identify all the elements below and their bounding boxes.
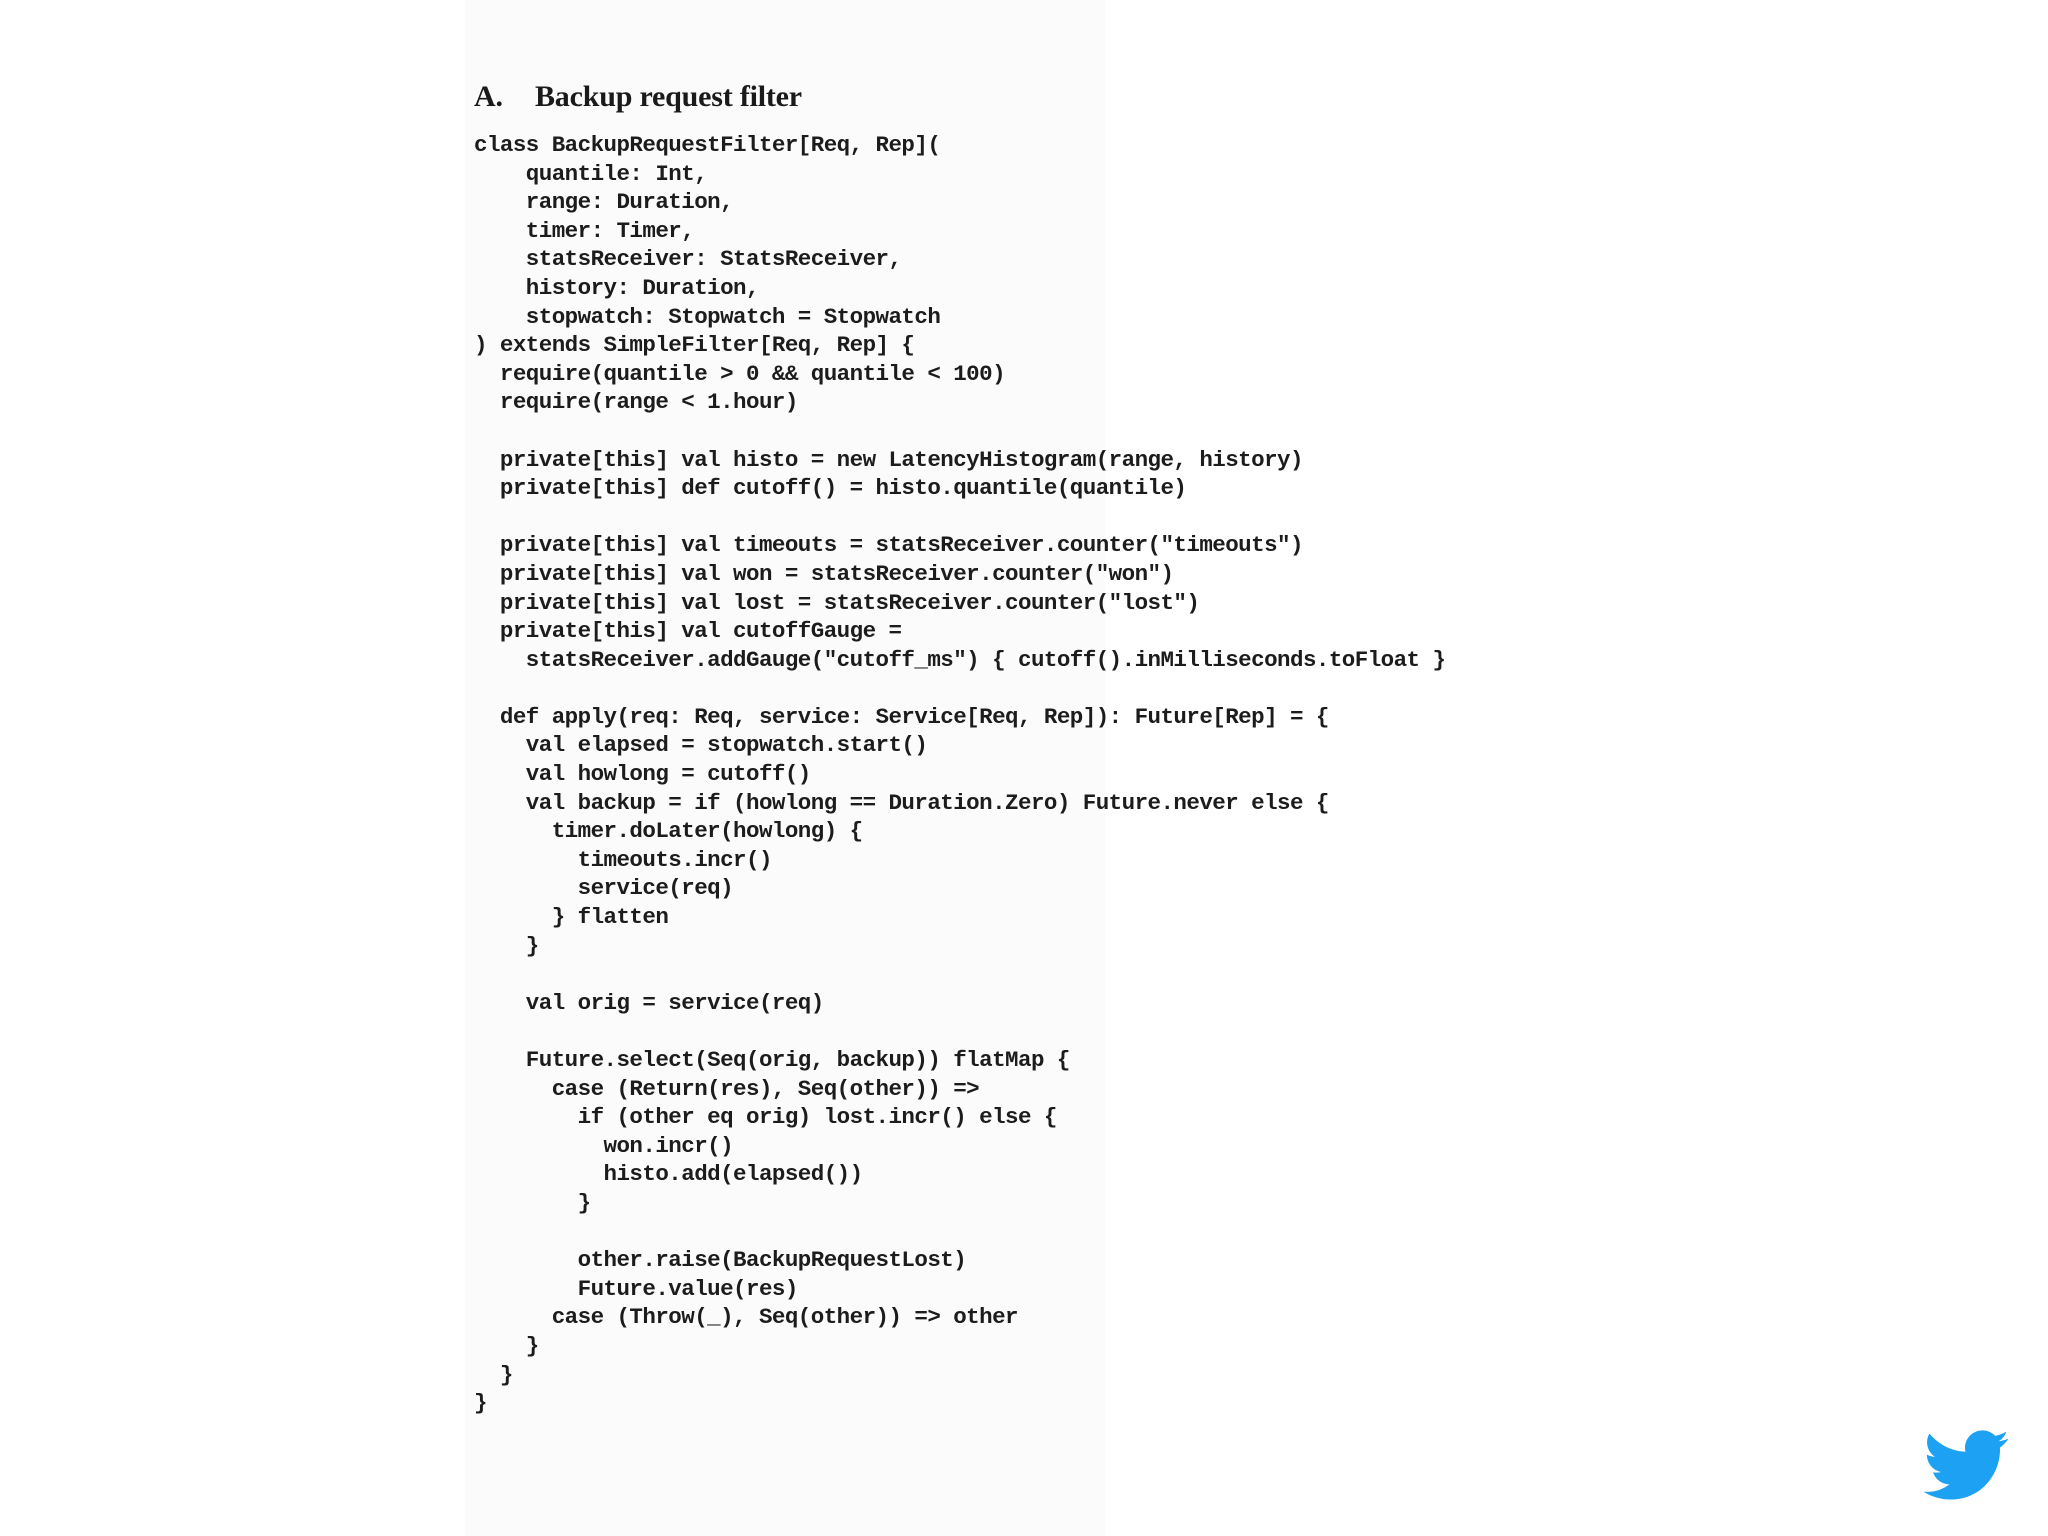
code-line: stopwatch: Stopwatch = Stopwatch — [474, 303, 941, 330]
code-line: private[this] def cutoff() = histo.quantile(quantile) — [474, 475, 1187, 502]
code-line: won.incr() — [474, 1132, 734, 1159]
code-line — [474, 417, 1445, 446]
code-line: val howlong = cutoff() — [474, 761, 811, 788]
section-number: A. — [474, 80, 503, 113]
code-line — [474, 1218, 1445, 1247]
code-line: case (Return(res), Seq(other)) => — [474, 1075, 980, 1102]
code-listing — [474, 131, 1445, 1418]
twitter-bird-icon — [1914, 1420, 2016, 1510]
code-line: service(req) — [474, 875, 734, 902]
code-line: val orig = service(req) — [474, 989, 824, 1016]
code-line: private[this] val histo = new LatencyHistogram(range, history) — [474, 446, 1303, 473]
code-line — [474, 1017, 1445, 1046]
code-line: Future.select(Seq(orig, backup)) flatMap { — [474, 1047, 1070, 1073]
code-line: timeouts.incr() — [474, 846, 772, 873]
code-line: } flatten — [474, 904, 669, 931]
code-line: } — [474, 1361, 513, 1388]
code-line: require(range < 1.hour) — [474, 389, 798, 416]
code-line: class BackupRequestFilter[Req, Rep]( — [474, 132, 941, 158]
code-line: histo.add(elapsed()) — [474, 1161, 863, 1188]
code-line: ) extends SimpleFilter[Req, Rep] { — [474, 332, 915, 359]
code-line: quantile: Int, — [474, 160, 708, 187]
code-line: history: Duration, — [474, 274, 759, 301]
code-line: val backup = if (howlong == Duration.Zero) Future.never else { — [474, 789, 1329, 816]
code-line: private[this] val cutoffGauge = — [474, 618, 902, 645]
code-line: case (Throw(_), Seq(other)) => other — [474, 1304, 1018, 1331]
section-heading — [474, 80, 802, 114]
code-line — [474, 960, 1445, 989]
code-line: range: Duration, — [474, 189, 734, 216]
code-line: } — [474, 1189, 591, 1216]
code-line: } — [474, 1332, 539, 1359]
code-line: } — [474, 1390, 487, 1417]
code-line: if (other eq orig) lost.incr() else { — [474, 1104, 1057, 1131]
code-line: private[this] val timeouts = statsReceiver.counter("timeouts") — [474, 532, 1303, 559]
code-line: private[this] val won = statsReceiver.counter("won") — [474, 560, 1174, 587]
code-line: other.raise(BackupRequestLost) — [474, 1247, 967, 1274]
code-line: require(quantile > 0 && quantile < 100) — [474, 360, 1006, 387]
code-line: statsReceiver.addGauge("cutoff_ms") { cutoff().inMilliseconds.toFloat } — [474, 646, 1446, 673]
code-line — [474, 503, 1445, 532]
code-line: val elapsed = stopwatch.start() — [474, 732, 928, 759]
code-line: timer.doLater(howlong) { — [474, 818, 863, 845]
code-line: def apply(req: Req, service: Service[Req, Rep]): Future[Rep] = { — [474, 703, 1329, 730]
code-line: Future.value(res) — [474, 1275, 798, 1302]
code-line: private[this] val lost = statsReceiver.counter("lost") — [474, 589, 1200, 616]
code-line: } — [474, 932, 539, 959]
code-line: timer: Timer, — [474, 217, 695, 244]
section-title: Backup request filter — [535, 80, 802, 113]
code-line — [474, 674, 1445, 703]
code-line: statsReceiver: StatsReceiver, — [474, 246, 902, 273]
